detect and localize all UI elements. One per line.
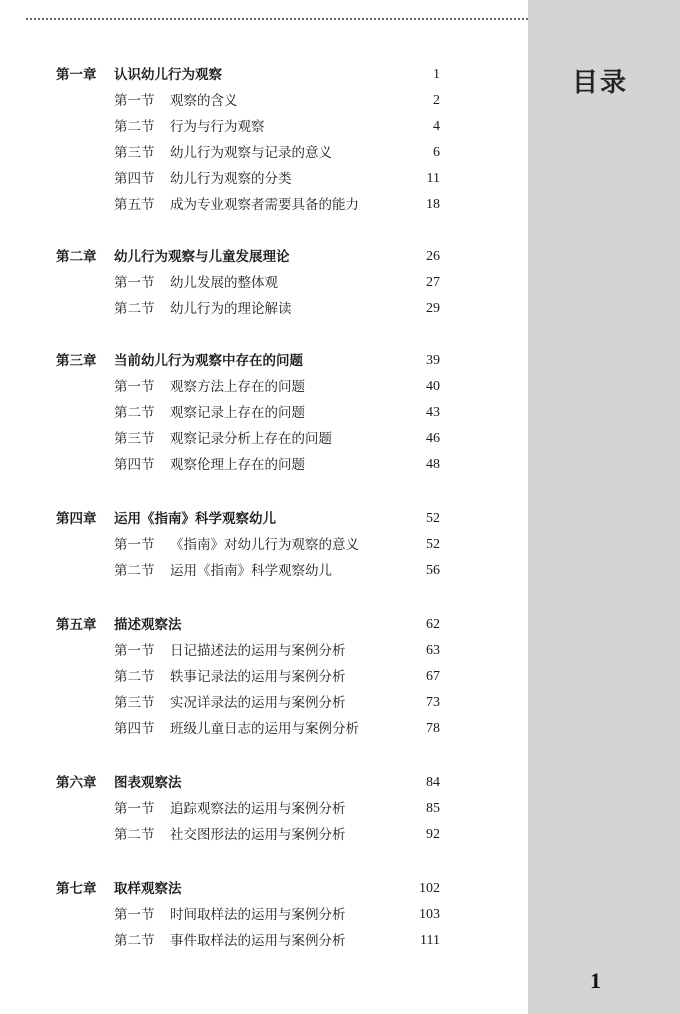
chapter-label: 第二章	[56, 249, 97, 265]
section-label: 第三节	[114, 695, 155, 711]
toc-chapter-entry	[0, 612, 528, 638]
section-page-number: 111	[420, 933, 440, 948]
section-title: 行为与行为观察	[170, 119, 265, 135]
toc-chapter-entry	[0, 770, 528, 796]
section-title: 运用《指南》科学观察幼儿	[170, 563, 332, 579]
section-page-number: 78	[426, 721, 440, 736]
chapter-label: 第五章	[56, 617, 97, 633]
section-title: 观察伦理上存在的问题	[170, 457, 305, 473]
section-title: 幼儿行为观察的分类	[170, 171, 292, 187]
section-title: 实况详录法的运用与案例分析	[170, 695, 346, 711]
section-page-number: 46	[426, 431, 440, 446]
section-label: 第三节	[114, 145, 155, 161]
section-label: 第二节	[114, 563, 155, 579]
chapter-page-number: 1	[433, 67, 440, 82]
section-title: 观察记录分析上存在的问题	[170, 431, 332, 447]
section-page-number: 85	[426, 801, 440, 816]
toc-section-entry	[0, 296, 528, 322]
section-title: 观察的含义	[170, 93, 238, 109]
chapter-label: 第六章	[56, 775, 97, 791]
toc-section-entry	[0, 664, 528, 690]
section-label: 第四节	[114, 721, 155, 737]
toc-section-entry	[0, 140, 528, 166]
section-label: 第二节	[114, 669, 155, 685]
toc-chapter-entry	[0, 244, 528, 270]
section-label: 第二节	[114, 119, 155, 135]
page-number: 1	[590, 968, 601, 993]
section-page-number: 29	[426, 301, 440, 316]
section-page-number: 63	[426, 643, 440, 658]
toc-section-entry	[0, 796, 528, 822]
toc-section-entry	[0, 114, 528, 140]
section-label: 第一节	[114, 801, 155, 817]
section-title: 观察记录上存在的问题	[170, 405, 305, 421]
toc-section-entry	[0, 192, 528, 218]
section-title: 追踪观察法的运用与案例分析	[170, 801, 346, 817]
section-title: 《指南》对幼儿行为观察的意义	[170, 537, 359, 553]
section-page-number: 18	[426, 197, 440, 212]
toc-section-entry	[0, 400, 528, 426]
chapter-label: 第四章	[56, 511, 97, 527]
chapter-title: 运用《指南》科学观察幼儿	[114, 511, 276, 527]
chapter-title: 描述观察法	[114, 617, 182, 633]
toc-section-entry	[0, 374, 528, 400]
section-label: 第二节	[114, 933, 155, 949]
section-label: 第一节	[114, 275, 155, 291]
section-title: 成为专业观察者需要具备的能力	[170, 197, 359, 213]
section-title: 日记描述法的运用与案例分析	[170, 643, 346, 659]
section-page-number: 48	[426, 457, 440, 472]
chapter-label: 第三章	[56, 353, 97, 369]
section-title: 班级儿童日志的运用与案例分析	[170, 721, 359, 737]
section-label: 第四节	[114, 171, 155, 187]
toc-section-entry	[0, 88, 528, 114]
section-page-number: 56	[426, 563, 440, 578]
section-page-number: 2	[433, 93, 440, 108]
section-title: 观察方法上存在的问题	[170, 379, 305, 395]
toc-section-entry	[0, 902, 528, 928]
section-label: 第二节	[114, 301, 155, 317]
section-page-number: 4	[433, 119, 440, 134]
section-label: 第二节	[114, 827, 155, 843]
toc-section-entry	[0, 928, 528, 954]
toc-chapter-entry	[0, 62, 528, 88]
chapter-page-number: 84	[426, 775, 440, 790]
toc-section-entry	[0, 532, 528, 558]
toc-section-entry	[0, 558, 528, 584]
section-title: 时间取样法的运用与案例分析	[170, 907, 346, 923]
chapter-page-number: 26	[426, 249, 440, 264]
section-page-number: 43	[426, 405, 440, 420]
toc-section-entry	[0, 166, 528, 192]
toc-section-entry	[0, 270, 528, 296]
section-label: 第三节	[114, 431, 155, 447]
toc-section-entry	[0, 638, 528, 664]
section-title: 幼儿行为的理论解读	[170, 301, 292, 317]
chapter-title: 当前幼儿行为观察中存在的问题	[114, 353, 303, 369]
page-title: 目录	[572, 68, 629, 98]
chapter-label: 第一章	[56, 67, 97, 83]
section-page-number: 103	[419, 907, 440, 922]
toc-section-entry	[0, 452, 528, 478]
chapter-page-number: 102	[419, 881, 440, 896]
toc-section-entry	[0, 716, 528, 742]
section-title: 事件取样法的运用与案例分析	[170, 933, 346, 949]
section-title: 幼儿发展的整体观	[170, 275, 278, 291]
toc-section-entry	[0, 822, 528, 848]
side-band	[528, 0, 680, 1014]
section-label: 第二节	[114, 405, 155, 421]
chapter-page-number: 52	[426, 511, 440, 526]
section-page-number: 27	[426, 275, 440, 290]
section-title: 轶事记录法的运用与案例分析	[170, 669, 346, 685]
section-label: 第一节	[114, 537, 155, 553]
section-page-number: 67	[426, 669, 440, 684]
section-label: 第四节	[114, 457, 155, 473]
section-page-number: 6	[433, 145, 440, 160]
section-label: 第一节	[114, 643, 155, 659]
chapter-page-number: 62	[426, 617, 440, 632]
toc-chapter-entry	[0, 876, 528, 902]
section-label: 第一节	[114, 907, 155, 923]
section-page-number: 92	[426, 827, 440, 842]
section-title: 社交图形法的运用与案例分析	[170, 827, 346, 843]
toc-chapter-entry	[0, 348, 528, 374]
chapter-title: 取样观察法	[114, 881, 182, 897]
section-label: 第一节	[114, 93, 155, 109]
section-label: 第一节	[114, 379, 155, 395]
toc-section-entry	[0, 426, 528, 452]
toc-section-entry	[0, 690, 528, 716]
chapter-page-number: 39	[426, 353, 440, 368]
chapter-label: 第七章	[56, 881, 97, 897]
section-page-number: 40	[426, 379, 440, 394]
toc-chapter-entry	[0, 506, 528, 532]
section-title: 幼儿行为观察与记录的意义	[170, 145, 332, 161]
chapter-title: 认识幼儿行为观察	[114, 67, 222, 83]
chapter-title: 图表观察法	[114, 775, 182, 791]
section-page-number: 73	[426, 695, 440, 710]
section-page-number: 52	[426, 537, 440, 552]
section-page-number: 11	[426, 171, 440, 186]
section-label: 第五节	[114, 197, 155, 213]
chapter-title: 幼儿行为观察与儿童发展理论	[114, 249, 290, 265]
